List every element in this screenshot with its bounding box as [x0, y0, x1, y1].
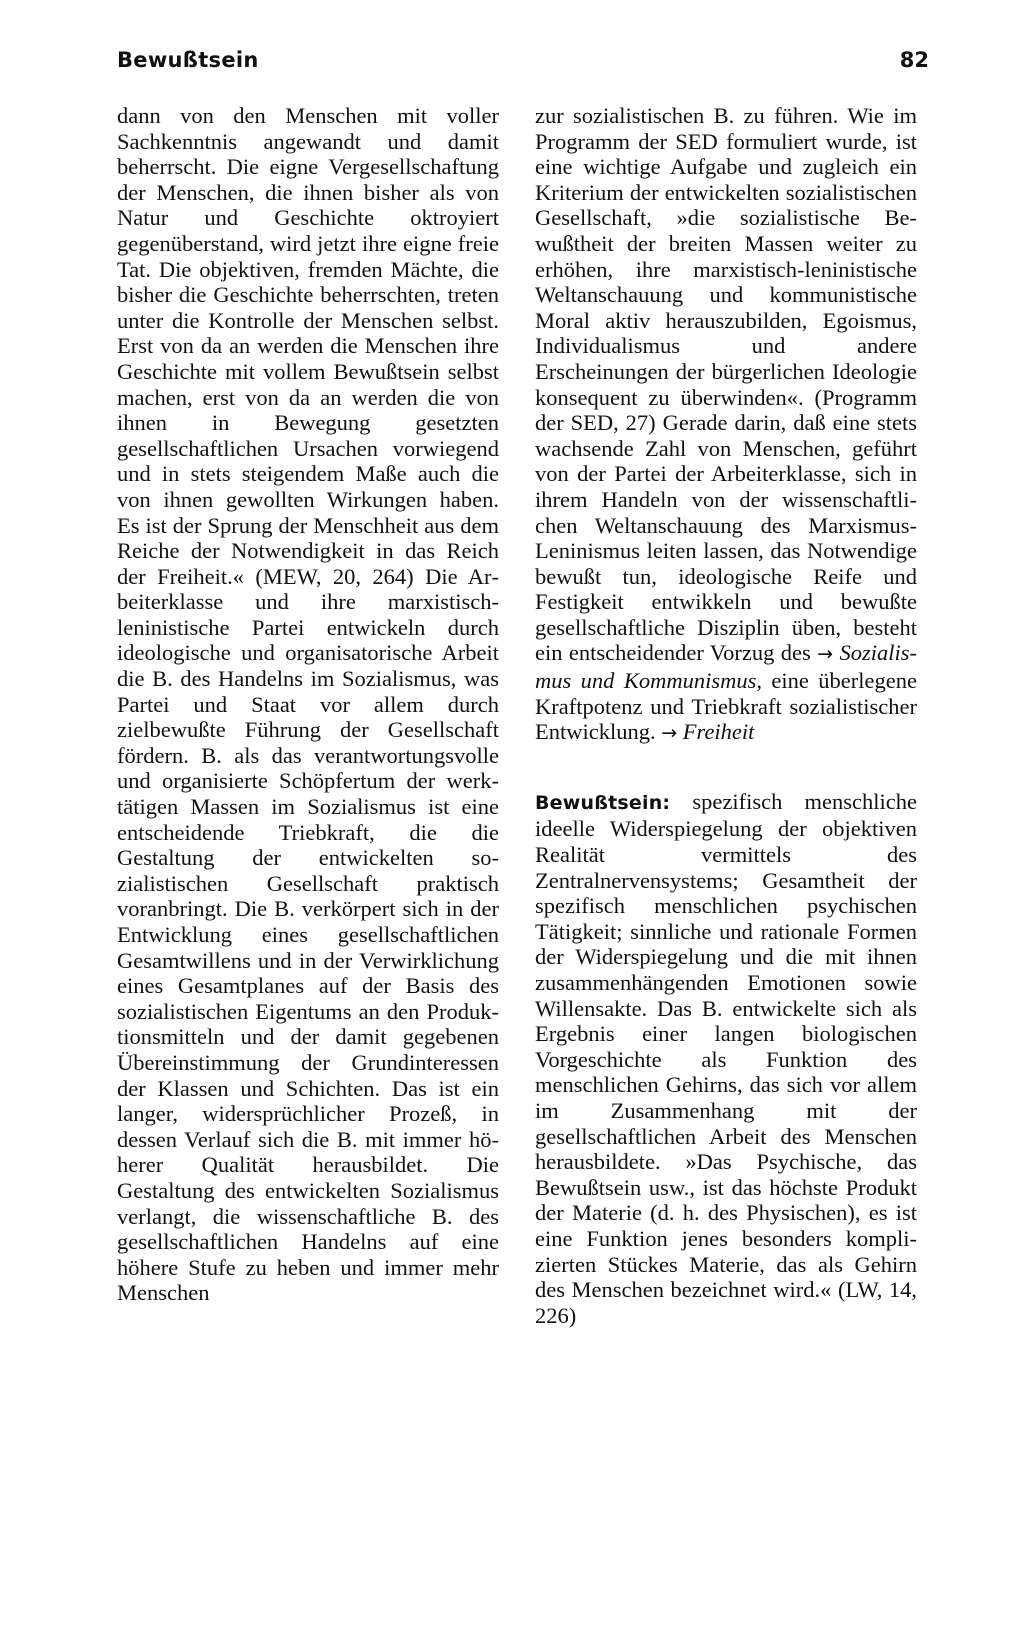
page-number: 82	[899, 48, 929, 72]
cross-reference-socialism[interactable]: Sozialismus und Kommunismus,	[535, 640, 917, 694]
left-column	[117, 103, 499, 1306]
running-head: Bewußtsein	[117, 48, 259, 72]
left-column-paragraph: dann von den Menschen mit voller Sachkenntnis angewandt und damit beherrscht. Die eigne Vergesellschaftung der Menschen, die ihnen bisher als von Natur und Geschichte oktroyiert gegenüberstand, wird jetzt ihre eigne freie Tat. Die objektiven, fremden Mächte, die bisher die Geschichte beherrschten, treten unter die Kontrolle der Menschen selbst. Erst von da an werden die Menschen ihre Geschichte mit vollem Bewußtsein selbst machen, erst von da an werden die von ihnen in Bewegung gesetzten gesellschaftlichen Ursachen vorwiegend und in stets steigendem Maße auch die von ihnen gewollten Wirkungen haben. Es ist der Sprung der Menschheit aus dem Reiche der Notwendigkeit in das Reich der Freiheit.« (MEW, 20, 264) Die Arbeiterklasse und ihre marxistischleninistische Partei entwickeln durch ideologische und organisatorische Arbeit die B. des Handelns im Sozialismus, was Partei und Staat vor allem durch zielbewußte Führung der Gesellschaft fördern. B. als das verantwortungsvolle und organisierte Schöpfertum der werktätigen Massen im Sozialismus ist eine entscheidende Triebkraft, die die Gestaltung der entwickelten sozialistischen Gesellschaft praktisch voranbringt. Die B. verkörpert sich in der Entwicklung eines gesellschaftlichen Gesamtwillens und in der Verwirklichung eines Gesamtplanes auf der Basis des sozialistischen Eigentums an den Produktionsmitteln und der damit gegebenen Übereinstimmung der Grundinteressen der Klassen und Schichten. Das ist ein langer, widersprüchlicher Prozeß, in dessen Verlauf sich die B. mit immer höherer Qualität herausbildet. Die Gestaltung des entwickelten Sozialismus verlangt, die wissenschaftliche B. des gesellschaftlichen Handelns auf eine höhere Stufe zu heben und immer mehr Menschen	[117, 103, 499, 1306]
entry-text: spezifisch menschliche ideelle Widerspiegelung der objektiven Realität vermittels des Zentralnervensystems; Gesamtheit der spezifisch menschlichen psychischen Tätigkeit; sinnliche und rationale Formen der Widerspiegelung und die mit ihnen zusammenhängenden Emotionen sowie Willensakte. Das B. entwickelte sich als Ergebnis einer langen biologischen Vorgeschichte als Funktion des menschlichen Gehirns, das sich vor allem im Zusammenhang mit der gesellschaftlichen Arbeit des Menschen herausbildete. »Das Psychische, das Bewußtsein usw., ist das höchste Produkt der Materie (d. h. des Physischen), es ist eine Funktion jenes besonders komplizierten Stückes Materie, das als Gehirn des Menschen bezeichnet wird.« (LW, 14, 226)	[535, 788, 917, 1328]
continuation-text: zur sozialistischen B. zu führen. Wie im Programm der SED formuliert wurde, ist eine wichtige Aufgabe und zugleich ein Kriterium der entwickelten sozialistischen Gesellschaft, »die sozialistische Bewußtheit der breiten Massen weiter zu erhöhen, ihre marxistisch-leninistische Weltanschauung und kommunistische Moral aktiv herauszubilden, Egoismus, Individualismus und andere Erscheinungen der bürgerlichen Ideologie konsequent zu überwinden«. (Programm der SED, 27) Gerade darin, daß eine stets wachsende Zahl von Menschen, geführt von der Partei der Arbeiterklasse, sich in ihrem Handeln von der wissenschaftlichen Weltanschauung des Marxismus-Leninismus leiten lassen, das Notwendige bewußt tun, ideologische Reife und Festigkeit entwikkeln und bewußte gesellschaftliche Disziplin üben, besteht ein entscheidender Vorzug des	[535, 103, 917, 666]
continuation-text-2: eine überlegene Kraftpotenz und Triebkraft sozialistischer Entwicklung.	[535, 668, 917, 745]
right-column	[535, 103, 917, 1328]
cross-reference-arrow-icon: →	[661, 722, 678, 745]
cross-reference-freiheit[interactable]: Freiheit	[682, 719, 755, 745]
dictionary-entry	[535, 789, 917, 1328]
cross-reference-arrow-icon: →	[817, 643, 834, 666]
continuation-paragraph	[535, 103, 917, 747]
entry-headword: Bewußtsein:	[535, 791, 671, 814]
